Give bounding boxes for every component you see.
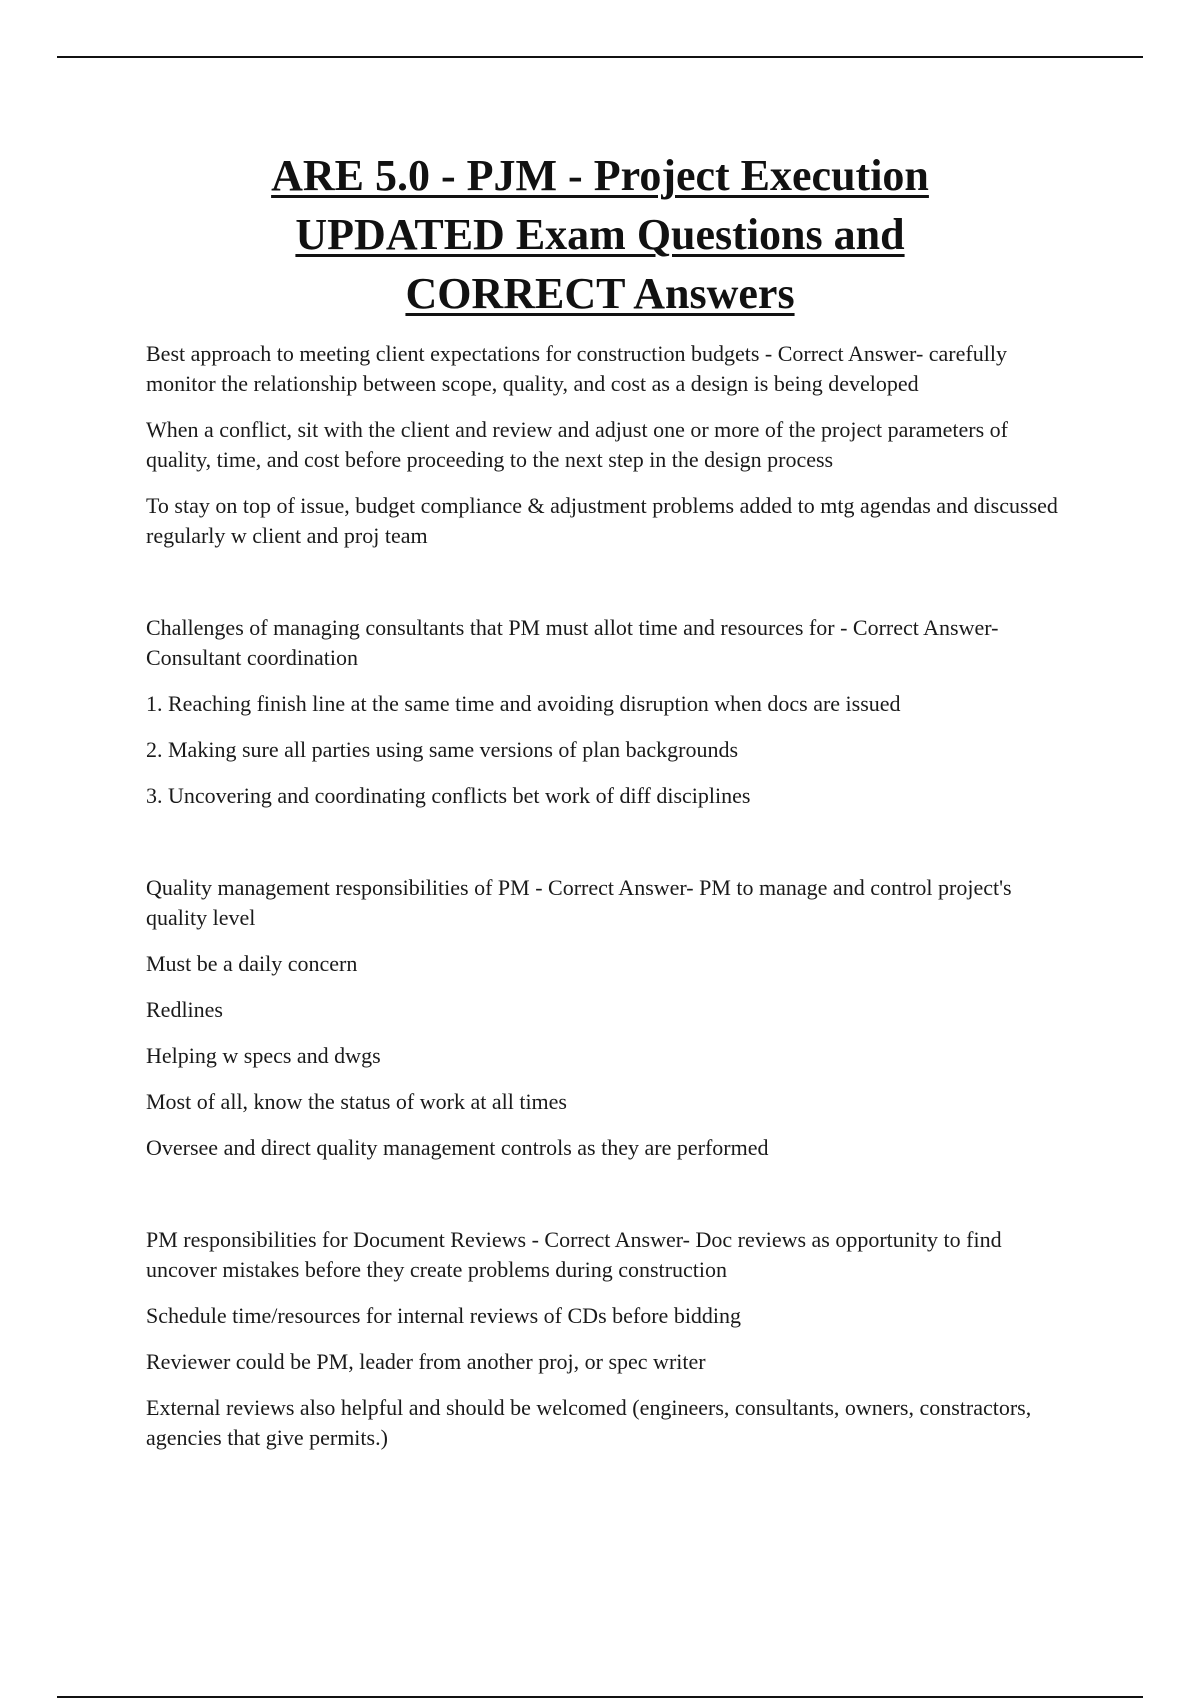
answer-line: External reviews also helpful and should be welcomed (engineers, consultants, owners, constractors, agencies that give permits.): [146, 1395, 1032, 1450]
document-body: [146, 339, 1066, 1469]
question-text: PM responsibilities for Document Reviews - Correct Answer- Doc reviews as opportunity to find uncover mistakes before they create problems during construction: [146, 1227, 1002, 1282]
section-document-reviews: [146, 1225, 1066, 1453]
answer-line: 2. Making sure all parties using same versions of plan backgrounds: [146, 737, 739, 762]
question-text: Best approach to meeting client expectations for construction budgets - Correct Answer- carefully monitor the relationship between scope, quality, and cost as a design is being developed: [146, 341, 1007, 396]
answer-line: Oversee and direct quality management controls as they are performed: [146, 1135, 769, 1160]
section-quality-management: [146, 873, 1066, 1163]
answer-line: Redlines: [146, 997, 223, 1022]
section-spacer: [146, 1179, 1066, 1225]
answer-line: Must be a daily concern: [146, 951, 358, 976]
bottom-rule: [57, 1696, 1143, 1698]
answer-line: Helping w specs and dwgs: [146, 1043, 381, 1068]
answer-line: Reviewer could be PM, leader from another proj, or spec writer: [146, 1349, 706, 1374]
title-line-2: UPDATED Exam Questions and: [295, 210, 905, 259]
answer-line: 1. Reaching finish line at the same time and avoiding disruption when docs are issued: [146, 691, 901, 716]
section-budget-expectations: [146, 339, 1066, 551]
top-rule: [57, 56, 1143, 58]
answer-line: Most of all, know the status of work at all times: [146, 1089, 567, 1114]
answer-line: Schedule time/resources for internal reviews of CDs before bidding: [146, 1303, 742, 1328]
question-text: Quality management responsibilities of PM - Correct Answer- PM to manage and control project's quality level: [146, 875, 1012, 930]
answer-line: To stay on top of issue, budget compliance & adjustment problems added to mtg agendas and discussed regularly w client and proj team: [146, 493, 1058, 548]
answer-line: 3. Uncovering and coordinating conflicts bet work of diff disciplines: [146, 783, 751, 808]
section-spacer: [146, 827, 1066, 873]
question-text: Challenges of managing consultants that PM must allot time and resources for - Correct Answer- Consultant coordination: [146, 615, 999, 670]
section-spacer: [146, 567, 1066, 613]
answer-line: When a conflict, sit with the client and review and adjust one or more of the project parameters of quality, time, and cost before proceeding to the next step in the design process: [146, 417, 1008, 472]
title-line-3: CORRECT Answers: [405, 269, 795, 318]
document-title: [100, 146, 1100, 323]
section-consultant-coordination: [146, 613, 1066, 811]
title-line-1: ARE 5.0 - PJM - Project Execution: [271, 151, 929, 200]
